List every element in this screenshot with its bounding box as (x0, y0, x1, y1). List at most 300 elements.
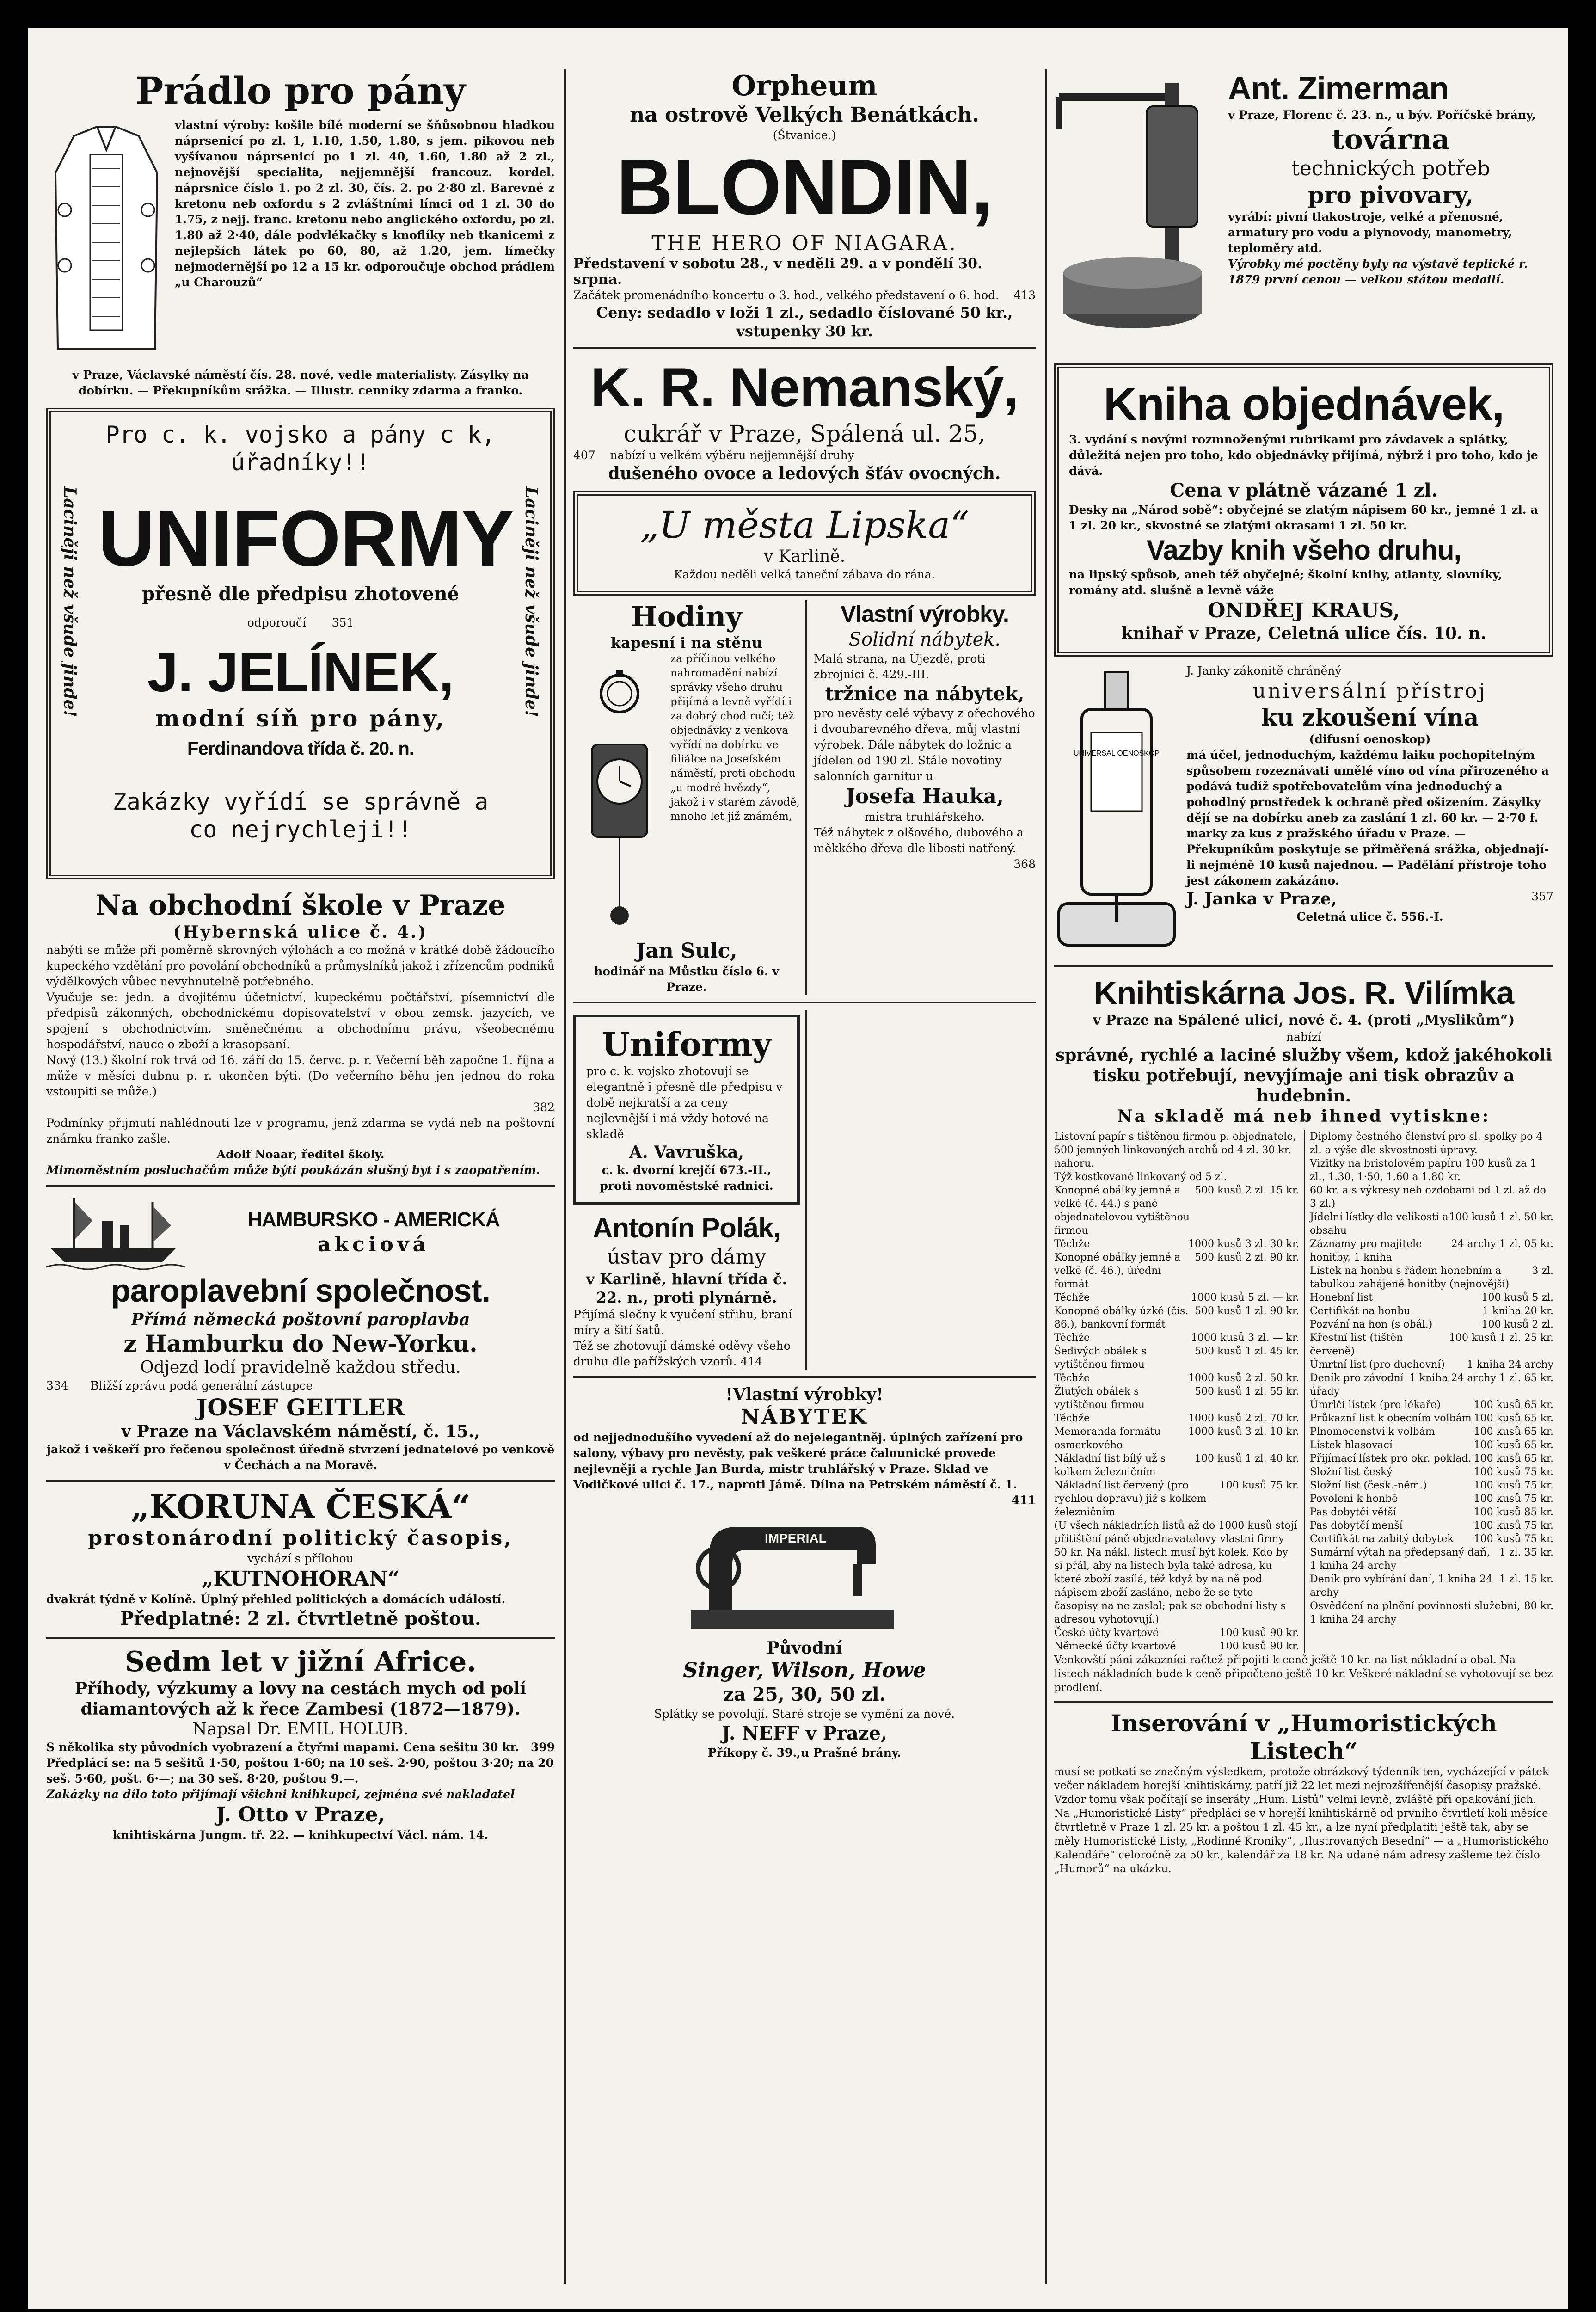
ad-name: J. Janka v Praze, (1186, 889, 1337, 909)
price-item: Jídelní lístky dle velikosti a obsahu (1310, 1211, 1449, 1236)
ad-address: hodinář na Můstku číslo 6. v Praze. (594, 965, 779, 994)
price-item: Lístek hlasovací (1310, 1439, 1393, 1451)
price-list-left (1054, 1130, 1305, 1653)
divider (573, 1376, 1036, 1378)
oenoscope-illustration (1054, 663, 1179, 959)
price-row (1310, 1546, 1553, 1573)
price-row (1310, 1237, 1553, 1264)
column-1 (46, 69, 555, 1843)
ad-role: mistra truhlářského. (865, 810, 985, 824)
ad-signature: Adolf Noaar, ředitel školy. (216, 1148, 385, 1161)
price-row (1310, 1506, 1553, 1519)
price-row (1054, 1130, 1299, 1170)
price-item: Osvědčení na plnění povinnosti služební, 1 kniha 24 archy (1310, 1600, 1521, 1625)
price-item: Sumární výtah na předepsaný daň, 1 kniha 24 archy (1310, 1547, 1490, 1572)
divider (46, 1637, 555, 1639)
price-row (1054, 1291, 1299, 1304)
ad-subtitle: na ostrově Velkých Benátkách. (630, 103, 979, 127)
price-item: Memoranda formátu osmerkového (1054, 1426, 1161, 1451)
ad-info: Bližší zprávu podá generální zástupce (90, 1379, 313, 1392)
price-item: Listovní papír s tištěnou firmou p. objednatele, 500 jemných linkovaných archů od 4 zl. 30 kr. nahoru. (1054, 1131, 1296, 1169)
price-value: 500 kusů 1 zl. 90 kr. (1195, 1305, 1299, 1317)
price-item: Žlutých obálek s vytištěnou firmou (1054, 1386, 1145, 1411)
ad-company: paroplavební společnost. (110, 1273, 491, 1309)
ad-uniformy (573, 1015, 800, 1205)
price-row (1310, 1412, 1553, 1425)
ad-recommend: odporoučí (247, 616, 306, 629)
price-item: Přijímací lístek pro okr. poklad. (1310, 1453, 1472, 1464)
ad-subtitle: ústav pro dámy (607, 1245, 767, 1269)
ad-title: Inserování v „Humoristických Listech“ (1111, 1709, 1497, 1765)
price-item: Průkazní list k obecním volbám (1310, 1413, 1472, 1424)
ad-hauka (807, 600, 1036, 995)
ad-body: dvakrát týdně v Kolíně. Úplný přehled politických a domácích událostí. (46, 1593, 506, 1606)
ad-para: Na „Humoristické Listy“ předplácí se v horejší knihtiskárně od prvního čtvrtletí koli měsíce čtvrtletně v Praze 1 zl. 25 kr. a poštou 1 zl. 45 kr., a lze nyní předplatiti ještě tak, aby se měly Humoristické Listy, „Rodinné Kroniky“, „Ilustrovaných Besední“ — a „Humoristického Kalendáře“ celoročně za 50 kr., kalendář za 18 kr. Na udané nám adresy zašleme též číslo „Humorů“ na ukázku. (1054, 1808, 1549, 1875)
ad-name: ONDŘEJ KRAUS, (1208, 599, 1400, 622)
price-item: Nákladní list bílý už s kolkem železničním (1054, 1453, 1166, 1478)
ad-address: knihař v Praze, Celetná ulice čís. 10. n. (1121, 624, 1486, 643)
ad-name: Josefa Hauka, (845, 785, 1004, 808)
ad-street: Ferdinandova třída č. 20. n. (187, 738, 414, 759)
ad-title: Sedm let v jižní Africe. (124, 1646, 477, 1678)
price-row (1054, 1425, 1299, 1452)
ad-title: Orpheum (731, 70, 878, 102)
ad-intro: J. Janky zákonitě chráněný (1186, 664, 1342, 677)
divider (573, 1002, 1036, 1003)
price-item: Úmrtní list (pro duchovní) (1310, 1359, 1445, 1371)
ad-trznice: tržnice na nábytek, (825, 683, 1025, 705)
ad-heading: !Vlastní výrobky! (725, 1385, 884, 1404)
price-value: 100 kusů 1 zl. 50 kr. (1449, 1211, 1553, 1223)
ad-address: v Praze na Václavském náměstí, č. 15., (121, 1422, 480, 1441)
ad-hamburk (46, 1193, 555, 1473)
ad-name: JOSEF GEITLER (196, 1394, 405, 1421)
price-row (1310, 1425, 1553, 1439)
price-value: 100 kusů 75 kr. (1473, 1493, 1553, 1505)
price-item: Těchže (1054, 1413, 1090, 1424)
oenoscope-label: UNIVERSAL OENOSKOP (1073, 750, 1160, 757)
machine-brand-label: IMPERIAL (764, 1531, 827, 1545)
price-row (1054, 1626, 1299, 1640)
price-item: Plnomocenství k volbám (1310, 1426, 1435, 1438)
price-value: 1 zl. 15 kr. (1499, 1574, 1553, 1585)
price-item: Úmrlčí lístek (pro lékaře) (1310, 1399, 1441, 1411)
column-3 (1054, 69, 1553, 1876)
price-row (1310, 1532, 1553, 1546)
divider (46, 1185, 555, 1187)
ad-body: pro c. k. vojsko zhotovují se elegantně i přesně dle předpisu v době nejkratší a za ceny nejlevnější i má vždy hotové na skladě (586, 1064, 783, 1141)
ad-shop: modní síň pro pány, (155, 705, 446, 732)
ad-hodiny (573, 600, 807, 995)
price-item: Těchže (1054, 1292, 1090, 1304)
ad-title: K. R. Nemanský, (590, 357, 1019, 418)
ad-intro: Pro c. k. vojsko a pány c k, úřadníky!! (105, 421, 496, 476)
price-item: Pas dobytčí větší (1310, 1506, 1396, 1518)
column-rule (1045, 69, 1047, 2284)
price-item: Pozvání na hon (s obál.) (1310, 1319, 1433, 1330)
ad-title: Prádlo pro pány (135, 69, 466, 112)
ad-subtitle: Solidní nábytek. (848, 629, 1001, 650)
price-row (1054, 1345, 1299, 1371)
price-row (1054, 1385, 1299, 1412)
price-row (1054, 1237, 1299, 1251)
price-value: 80 kr. (1524, 1600, 1553, 1612)
ad-title: ku zkoušení vína (1261, 704, 1479, 731)
price-row (1310, 1358, 1553, 1371)
price-item: Konopné obálky úzké (čís. 86.), bankovní formát (1054, 1305, 1189, 1330)
price-item: Těchže (1054, 1372, 1090, 1384)
price-item: Diplomy čestného členství pro sl. spolky po 4 zl. a výše dle skvostnosti úpravy. (1310, 1131, 1543, 1156)
price-value: 500 kusů 2 zl. 90 kr. (1195, 1252, 1299, 1263)
ad-kniha (1054, 363, 1553, 657)
ad-tovarna: továrna (1332, 123, 1450, 156)
ad-koruna (46, 1488, 555, 1630)
price-value: 500 kusů 1 zl. 55 kr. (1195, 1386, 1299, 1397)
ad-body: vlastní výroby: košile bílé moderní se šňůsobnou hladkou náprsenicí po zl. 1, 1.10, 1.50, 1.80, s jem. pikovou neb vyšívanou náprsenicí po 1 zl. 40, 1.60, 1.80 až 2 zl., nejnovější specialita, nejjemnější francouz. kordel. náprsnice číslo 1. po 2 zl. 30, čís. 2. po 2·80 zl. Barevné z kretonu neb oxfordu s 2 zvláštními límci od 1 zl. 30 do 1.75, z nejj. franc. kretonu nebo anglického oxfordu, po zl. 1.80 až 2·40, dále podvlékačky s knoflíky neb tkanicemi z nejlepších látek po 60, 80, až 1.20, jem. límečky nejmodernější po 12 a 15 kr. odporoučuje obchod prádlem „u Charouzů“ (175, 118, 555, 289)
ad-para: Též nábytek z olšového, dubového a měkkého dřeva dle libosti natřený. (814, 826, 1024, 855)
price-value: 100 kusů 1 zl. 40 kr. (1195, 1453, 1299, 1464)
price-row (1310, 1331, 1553, 1358)
ad-title: „U města Lipska“ (640, 504, 969, 547)
ad-para: Představení v sobotu 28., v neděli 29. a v pondělí 30. srpna. (573, 256, 982, 288)
price-row (1310, 1398, 1553, 1412)
ad-place: v Karlině. (763, 547, 846, 566)
ad-title: Antonín Polák, (593, 1212, 780, 1243)
ad-tech: technických potřeb (1291, 157, 1490, 180)
price-row (1310, 1479, 1553, 1492)
ad-number: 382 (533, 1101, 555, 1114)
ad-name: J. NEFF v Praze, (722, 1722, 887, 1744)
ad-footer: Zakázky vyřídí se správně a co nejrychleji!! (112, 788, 489, 843)
ad-price: za 25, 30, 50 zl. (723, 1684, 886, 1705)
ad-number: 334 (46, 1379, 68, 1392)
ad-publisher: J. Otto v Praze, (216, 1803, 385, 1826)
price-row (1310, 1304, 1553, 1318)
ad-number: 413 (1013, 289, 1036, 302)
ad-address: Celetná ulice č. 556.-I. (1296, 910, 1443, 923)
ad-title: Vlastní výrobky. (841, 601, 1009, 627)
ad-para: Předplácí se: na 5 sešitů 1·50, poštou 1·60; na 10 seš. 2·90, poštou 3·20; na 20 seš. 5·60, pošt. 6·—; na 30 seš. 8·20, poštou 9.—. (46, 1756, 554, 1785)
ad-nemansky (573, 355, 1036, 484)
ad-address: (Hybernská ulice č. 4.) (173, 922, 428, 942)
price-value: 1 kniha 24 archy (1467, 1359, 1553, 1371)
ad-with: vychází s přílohou (247, 1552, 354, 1565)
ad-janka (1054, 663, 1553, 959)
ad-footer: v Praze, Václavské náměstí čís. 28. nové, vedle materialisty. Zásylky na dobírku. — Překupníkům srážka. — Illustr. cenníky zdarma a franko. (72, 368, 529, 397)
column-rule (564, 69, 566, 2284)
ad-para: Splátky se povolují. Staré stroje se vymění za nové. (654, 1707, 955, 1721)
price-value: 1000 kusů 2 zl. 70 kr. (1188, 1413, 1299, 1424)
price-row (1054, 1640, 1299, 1653)
ad-name: BLONDIN, (616, 143, 993, 231)
ad-title: HAMBURSKO - AMERICKÁ (247, 1208, 500, 1231)
side-slogan-left: Laciněji než všude jinde! (60, 486, 80, 718)
ad-neff (573, 1384, 1036, 1761)
price-value: 100 kusů 2 zl. (1481, 1319, 1553, 1330)
price-row (1310, 1211, 1553, 1237)
ad-note: jakož i veškeří pro řečenou společnost úředně stvrzení jednatelové po venkově v Čechách a na Moravě. (46, 1443, 555, 1472)
ad-price: Ceny: sedadlo v loži 1 zl., sedadlo číslované 50 kr., vstupenky 30 kr. (596, 304, 1013, 340)
ad-para: Podmínky přijmutí nahlédnouti lze v programu, jenž zdarma se vydá neb na poštovní známku franko zašle. (46, 1116, 555, 1145)
ad-price: Cena v plátně vázané 1 zl. (1170, 480, 1438, 501)
ad-address: v Praze na Spálené ulici, nové č. 4. (proti „Myslikům“) (1093, 1012, 1515, 1028)
ad-address: v Karlině, hlavní třída č. 22. n., proti plynárně. (586, 1270, 787, 1306)
divider (1054, 965, 1553, 967)
ad-subtitle: kapesní i na stěnu (610, 634, 763, 652)
column-2 (573, 69, 1036, 1761)
price-item: Šedivých obálek s vytištěnou firmou (1054, 1346, 1147, 1371)
price-value: 100 kusů 65 kr. (1473, 1453, 1553, 1464)
ad-name: Jan Sulc, (636, 939, 737, 963)
ad-pivovary: pro pivovary, (1308, 181, 1473, 209)
ad-title: Kniha objednávek, (1103, 378, 1504, 430)
price-row (1310, 1157, 1553, 1184)
ad-subtitle: přesně dle předpisu zhotovené (141, 583, 459, 605)
ad-subtitle: cukrář v Praze, Spálená ul. 25, (623, 420, 986, 447)
ad-universal: universální přístroj (1252, 679, 1487, 703)
price-item: Složní list (česk.-něm.) (1310, 1480, 1427, 1491)
price-value: 1000 kusů 3 zl. 30 kr. (1188, 1238, 1299, 1250)
price-value: 100 kusů 90 kr. (1219, 1641, 1299, 1652)
ad-address: knihtiskárna Jungm. tř. 22. — knihkupectví Václ. nám. 14. (112, 1828, 489, 1842)
price-value: 100 kusů 75 kr. (1473, 1480, 1553, 1491)
ad-para: na lipský spůsob, aneb též obyčejné; školní knihy, atlanty, slovníky, romány atd. slušně a levně váže (1069, 568, 1503, 597)
ad-footer: Venkovští páni zákazníci račtež připojiti k ceně ještě 10 kr. na list nákladní a obal. Na listech nákladních bude k ceně připočteno ještě 10 kr. Veškeré nákladní se vyhotovují se bez prodlení. (1054, 1654, 1553, 1694)
price-item: Konopné obálky jemné a velké (č. 46.), úřední formát (1054, 1252, 1181, 1290)
price-row (1310, 1492, 1553, 1506)
price-row (1310, 1439, 1553, 1452)
price-row (1310, 1371, 1553, 1398)
ad-vazby: Vazby knih všeho druhu, (1146, 535, 1461, 566)
ad-body: za příčinou velkého nahromadění nabízí správky všeho druhu přijímá a levně vyřídí i za dobrý chod ručí; též objednávky z venkova vyřídí na dobírku ve filiálce na Josefském náměstí, proti obchodu „u modré hvězdy“, jakož i v starém závodě, mnoho let již známém, (670, 653, 800, 823)
price-item: Certifikát na honbu (1310, 1305, 1411, 1317)
price-row (1310, 1573, 1553, 1599)
ad-address: v Praze, Florenc č. 23. n., u býv. Poříčské brány, (1228, 108, 1536, 122)
ad-subtitle: Příhody, výzkumy a lovy na cestách mych od polí diamantových až k řece Zambesi (1872—1879). (74, 1679, 527, 1719)
price-item: Složní list český (1310, 1466, 1393, 1478)
ad-jelinek (46, 408, 555, 879)
ad-zimerman (1054, 69, 1553, 356)
price-value: 1000 kusů 2 zl. 50 kr. (1188, 1372, 1299, 1384)
ad-polak (573, 1211, 800, 1370)
price-row (1310, 1130, 1553, 1157)
price-value: 1 zl. 35 kr. (1499, 1547, 1553, 1558)
price-item: Povolení k honbě (1310, 1493, 1398, 1505)
price-value: 1000 kusů 3 zl. 10 kr. (1188, 1426, 1299, 1438)
price-value: 3 zl. (1532, 1265, 1553, 1277)
price-row (1054, 1184, 1299, 1237)
ad-subtitle: Přímá německá poštovní paroplavba (131, 1310, 470, 1329)
ad-number: 407 (573, 449, 595, 462)
ad-para: S několika sty původních vyobrazení a čtyřmi mapami. Cena sešitu 30 kr. (46, 1740, 520, 1754)
ad-para: Desky na „Národ sobě“: obyčejné se zlatým nápisem 60 kr., jemné 1 zl. a 1 zl. 20 kr., skvostné se zlatými okrasami 1 zl. 50 kr. (1069, 503, 1538, 532)
clock-illustration (573, 652, 666, 939)
divider (1054, 1701, 1553, 1703)
beer-pump-illustration (1054, 69, 1221, 356)
price-item: Záznamy pro majitele honitby, 1 kniha (1310, 1238, 1422, 1263)
ad-title: Ant. Zimerman (1228, 70, 1449, 106)
ad-number: 351 (331, 616, 354, 629)
ad-number: 368 (1013, 857, 1036, 871)
price-value: 100 kusů 75 kr. (1219, 1480, 1299, 1491)
ad-afrika (46, 1645, 555, 1843)
ad-note: Mimoměstním posluchačům může býti poukázán slušný byt i s zaopatřením. (46, 1163, 540, 1177)
ad-body: má účel, jednoduchým, každému laiku pochopitelným spůsobem rozeznávati umělé víno od vína přirozeného a podává tudíž spotřebovatelům vína jednoduchý a pohodlný prostředek k ochraně před ošizením. Zásylky dějí se na dobírku aneb za zaslání 1 zl. 60 kr. — 2·70 f. marky za kus z pražského úřadu v Praze. — Překupníkům poskytuje se přiměřená srážka, objednají-li nejméně 10 kusů najednou. — Padělání přístroje toho jest zákonem zakázáno. (1186, 748, 1549, 887)
price-row (1310, 1318, 1553, 1331)
price-item: Nákladní list červený (pro rychlou dopravu) již s kolkem železničním (1054, 1480, 1207, 1518)
price-value: 100 kusů 5 zl. (1481, 1292, 1553, 1304)
newspaper-page (28, 28, 1568, 2309)
ad-title: Knihtiskárna Jos. R. Vilímka (1093, 975, 1514, 1011)
divider (573, 347, 1036, 349)
price-row (1054, 1170, 1299, 1184)
price-item: Honební list (1310, 1292, 1373, 1304)
ad-number: 399 (530, 1740, 555, 1754)
price-value: 100 kusů 65 kr. (1473, 1426, 1553, 1438)
ad-akciova: akciová (318, 1233, 430, 1256)
price-value: 1 kniha 20 kr. (1482, 1305, 1553, 1317)
price-item: (U všech nákladních listů až do 1000 kusů stojí přitištění páně objednavatelovy vlastní firmy 50 kr. Na nákl. listech musí být kolek. Kdo by si přál, aby na listech byla také adresa, ku které zboží zasílá, též když by na ně pod nápisem zboží zasláno, nebo že se tyto časopisy na ne zaslal; pak se obchodní listy s adresou vyhotovují.) (1054, 1520, 1297, 1625)
price-value: 100 kusů 65 kr. (1473, 1439, 1553, 1451)
price-row (1054, 1412, 1299, 1425)
shirt-illustration (46, 117, 166, 367)
price-item: Vizitky na bristolovém papíru 100 kusů za 1 zl., 1.30, 1·50, 1.60 a 1.80 kr. (1310, 1158, 1537, 1183)
price-value: 24 archy 1 zl. 05 kr. (1451, 1238, 1553, 1250)
price-value: 100 kusů 65 kr. (1473, 1413, 1553, 1424)
price-row (1310, 1599, 1553, 1626)
ad-subtitle: Každou neděli velká taneční zábava do rána. (674, 568, 935, 581)
price-item: České účty kvartové (1054, 1627, 1159, 1639)
ad-departure: Odjezd lodí pravidelně každou středu. (140, 1358, 461, 1377)
price-item: Pas dobytčí menší (1310, 1520, 1403, 1531)
ad-pradlo (46, 69, 555, 399)
ad-para: 3. vydání s novými rozmnoženými rubrikami pro závdavek a splátky, důležitá nejen pro toho, kdo objednávky přijímá, nýbrž i pro toho, kdo je dává. (1069, 433, 1538, 478)
ad-para: Malá strana, na Újezdě, proti zbrojnici č. 429.-III. (814, 652, 986, 681)
ad-subtitle2: (Štvanice.) (773, 129, 836, 142)
ad-subtitle: prostonárodní politický časopis, (88, 1526, 513, 1550)
price-value: 500 kusů 1 zl. 45 kr. (1195, 1346, 1299, 1357)
price-item: Těchže (1054, 1238, 1090, 1250)
ad-heading2: NÁBYTEK (741, 1405, 868, 1429)
ad-para: Začátek promenádního koncertu o 3. hod., velkého představení o 6. hod. (573, 289, 1000, 302)
ad-body: od nejjednodušího vyvedení až do nejelegantněj. úplných zařízení pro salony, výbavy pro nevěsty, pak veškeré práce čalounické provede nejlevněji a rychle Jan Burda, mistr truhlářský v Praze. Sklad ve Vodičkové ulici č. 17., naproti Jámě. Dílna na Petrském náměstí č. 1. (573, 1431, 1023, 1491)
ad-original: Původní (767, 1638, 842, 1658)
price-row (1054, 1479, 1299, 1519)
ad-body: vyrábí: pivní tlakostroje, velké a přenosné, armatury pro vodu a plynovody, manometry, teploměry atd. (1228, 210, 1512, 255)
ad-author: Napsal Dr. EMIL HOLUB. (192, 1720, 409, 1739)
ad-address: c. k. dvorní krejčí 673.-II., proti novoměstské radnici. (600, 1163, 773, 1193)
price-value: 1000 kusů 5 zl. — kr. (1191, 1292, 1299, 1304)
price-value: 1 kniha 24 archy 1 zl. 65 kr. (1409, 1372, 1553, 1384)
steamship-illustration (46, 1193, 185, 1272)
ad-title: Hodiny (631, 601, 742, 633)
price-value: 100 kusů 75 kr. (1473, 1533, 1553, 1545)
ad-para: Zakázky na dílo toto přijímají všichni knihkupci, zejména své nakladatel (46, 1788, 515, 1801)
ad-name: A. Vavruška, (629, 1143, 744, 1162)
ad-name: J. JELÍNEK, (147, 641, 454, 703)
ad-humor (1054, 1709, 1553, 1876)
price-item: Křestní list (tištěn červeně) (1310, 1332, 1403, 1357)
ad-route: z Hamburku do New-Yorku. (123, 1330, 478, 1357)
price-item: Deník pro závodní úřady (1310, 1372, 1404, 1397)
price-value: 100 kusů 75 kr. (1473, 1466, 1553, 1478)
ad-para: Též se zhotovují dámské oděvy všeho druhu dle pařížských vzorů. (573, 1339, 791, 1368)
ad-number: 414 (740, 1355, 763, 1368)
price-item: Certifikát na zabitý dobytek (1310, 1533, 1454, 1545)
price-value: 500 kusů 2 zl. 15 kr. (1195, 1185, 1299, 1196)
price-item: 60 kr. a s výkresy neb ozdobami od 1 zl. až do 3 zl.) (1310, 1185, 1546, 1210)
price-row (1310, 1264, 1553, 1291)
price-row (1310, 1465, 1553, 1479)
price-row (1310, 1452, 1553, 1465)
price-item: Týž kostkované linkovaný od 5 zl. (1054, 1171, 1227, 1183)
ad-title: Uniformy (602, 1025, 772, 1064)
price-value: 100 kusů 85 kr. (1473, 1506, 1553, 1518)
ad-para: správné, rychlé a laciné služby všem, kdož jakéhokoli tisku potřebují, nevyjímaje ani tisk obrazův a hudebnin. (1055, 1045, 1553, 1106)
price-row (1054, 1452, 1299, 1479)
ad-number: 357 (1531, 890, 1553, 903)
price-row (1054, 1304, 1299, 1331)
side-slogan-right: Laciněji než všude jinde! (522, 486, 541, 718)
ad-body: nabízí u velkém výběru nejjemnější druhy (610, 449, 854, 462)
price-item: Deník pro vybírání daní, 1 kniha 24 archy (1310, 1574, 1493, 1599)
price-item: Těchže (1054, 1332, 1090, 1344)
ad-para: pro nevěsty celé výbavy z ořechového i dvoubarevného dřeva, můj vlastní výrobek. Dále nábytek do ložnic a jídelen od 190 zl. Stále novotiny salonních garnitur u (814, 707, 1035, 783)
ad-para: Vyučuje se: jedn. a dvojitému účetnictví, kupeckému počtářství, písemnictví dle předpisů zákonných, obchodnickému dopisovatelství v obou zemsk. jazycích, ve spojení s obchodnictvím, směnečnému a obchodnímu právu, všeobecnému hospodářství, nauce o zboží a krasopsaní. (46, 990, 555, 1051)
price-list-right (1305, 1130, 1553, 1653)
ad-hero: THE HERO OF NIAGARA. (651, 232, 958, 255)
ad-brand: Singer, Wilson, Howe (683, 1659, 926, 1682)
price-value: 100 kusů 75 kr. (1473, 1520, 1553, 1531)
ad-offer: nabízí (1286, 1030, 1322, 1044)
ad-bold: dušeného ovoce a ledových šťáv ovocných. (608, 464, 1001, 483)
price-row (1310, 1519, 1553, 1532)
ad-address: Příkopy č. 39.,u Prašné brány. (707, 1746, 902, 1759)
ad-title: Na obchodní škole v Praze (95, 889, 506, 922)
price-item: Konopné obálky jemné a velké (č. 44.) s páně objednatelovou vytištěnou firmou (1054, 1185, 1190, 1236)
ad-number: 411 (1011, 1494, 1036, 1507)
ad-sklad: Na skladě má neb ihned vytiskne: (1117, 1107, 1491, 1126)
ad-price: Předplatné: 2 zl. čtvrtletně poštou. (120, 1608, 481, 1629)
price-value: 100 kusů 1 zl. 25 kr. (1449, 1332, 1553, 1344)
price-row (1054, 1371, 1299, 1385)
price-row (1054, 1519, 1299, 1626)
ad-award: Výrobky mé poctěny byly na výstavě teplické r. 1879 první cenou — velkou státou medailí. (1228, 257, 1528, 286)
price-value: 100 kusů 65 kr. (1473, 1399, 1553, 1411)
price-value: 100 kusů 90 kr. (1219, 1627, 1299, 1639)
ad-title: UNIFORMY (98, 495, 514, 583)
sewing-machine-illustration (681, 1499, 903, 1638)
price-item: Německé účty kvartové (1054, 1641, 1176, 1652)
price-item: Lístek na honbu s řádem honebním a tabulkou zahájené honitby (nejnovější) (1310, 1265, 1510, 1290)
ad-lipska (573, 491, 1036, 596)
ad-title: „KORUNA ČESKÁ“ (130, 1488, 471, 1526)
ad-para: Nový (13.) školní rok trvá od 16. září do 15. červc. p. r. Večerní běh započne 1. října a může v měsíci dubnu p. r. ukončen býti. (Do večerního běhu jen jednou do roka vstoupiti se může.) (46, 1053, 555, 1098)
ad-skola (46, 889, 555, 1178)
price-row (1054, 1331, 1299, 1345)
price-row (1310, 1184, 1553, 1211)
ad-para: nabýti se může při poměrně skrovných výlohách a co možná v krátké době žádoucího kupeckého vzdělání pro povolání obchodníků a průmyslníků jakož i zřízencům podniků výdělkových vůbec nevyhnutelně potřebného. (46, 943, 555, 988)
price-value: 1000 kusů 3 zl. — kr. (1191, 1332, 1299, 1344)
ad-para: musí se potkati se značným výsledkem, protože obrázkový týdenník ten, vycházející v pátek večer nákladem horejší knihtiskárny, patří již 22 let mezi nejrozšířenější časopisy pražské. Vzdor tomu však počítají se inseráty „Hum. Listů“ velmi levně, zvláště při opakování jich. (1054, 1766, 1549, 1806)
ad-subtitle: (difusní oenoskop) (1309, 732, 1431, 746)
price-row (1054, 1251, 1299, 1291)
ad-vilimek (1054, 974, 1553, 1695)
ad-para: Přijímá slečny k vyučení střihu, braní míry a šití šatů. (573, 1308, 792, 1337)
divider (46, 1480, 555, 1482)
ad-supplement: „KUTNOHORAN“ (202, 1567, 399, 1591)
price-row (1310, 1291, 1553, 1304)
